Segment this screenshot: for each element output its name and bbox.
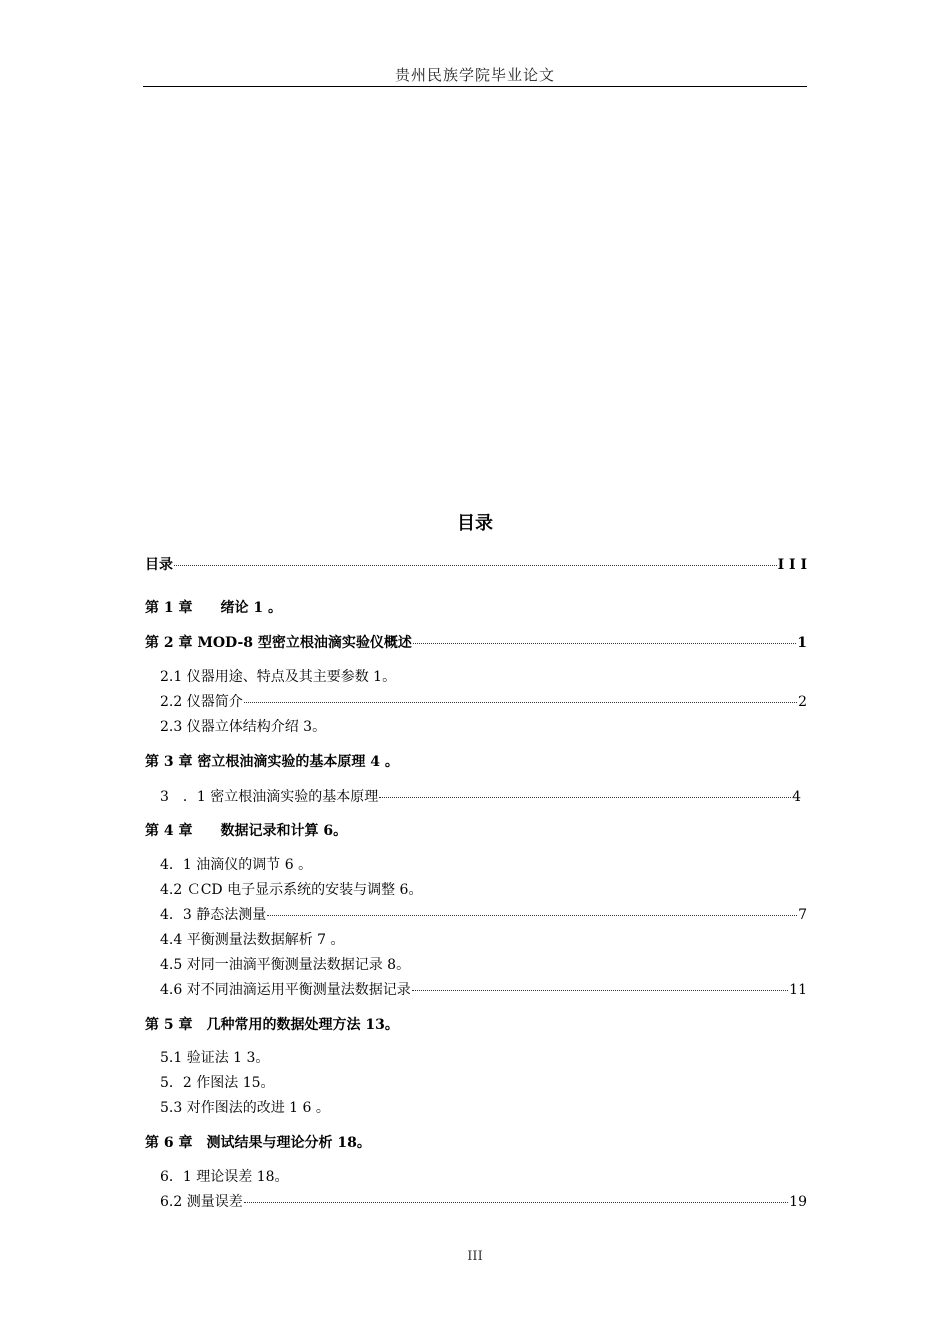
toc-entry[interactable] xyxy=(145,820,807,840)
toc-dot-leader xyxy=(379,797,791,798)
toc-entry-title: 2.2 仪器简介 xyxy=(160,694,243,710)
toc-entry-title: 第 5 章 几种常用的数据处理方法 13。 xyxy=(145,1017,399,1033)
toc-entry-page: 1 xyxy=(797,635,807,651)
toc-dot-leader xyxy=(244,702,797,703)
toc-entry-title: 4.2 ＣCD 电子显示系统的安装与调整 6。 xyxy=(160,882,423,898)
toc-entry-title: 4．3 静态法测量 xyxy=(160,907,267,923)
toc-entry-title: 2.1 仪器用途、特点及其主要参数 1。 xyxy=(160,669,397,685)
toc-dot-leader xyxy=(174,565,777,566)
toc-entry[interactable] xyxy=(160,1191,807,1211)
toc-entry[interactable] xyxy=(160,666,807,686)
toc-entry[interactable] xyxy=(145,1014,807,1034)
toc-entry[interactable] xyxy=(160,786,801,806)
toc-entry[interactable] xyxy=(145,632,807,652)
toc-dot-leader xyxy=(413,643,796,644)
toc-entry[interactable] xyxy=(145,554,807,574)
toc-entry-title: 第 2 章 MOD-8 型密立根油滴实验仪概述 xyxy=(145,635,412,651)
toc-entry[interactable] xyxy=(160,854,807,874)
toc-dot-leader xyxy=(267,915,797,916)
toc-entry-page: 2 xyxy=(798,694,807,710)
toc-entry-title: 目录 xyxy=(145,557,173,573)
toc-entry-title: 第 4 章 数据记录和计算 6。 xyxy=(145,823,348,839)
toc-entry-page: I I I xyxy=(777,557,807,573)
toc-entry[interactable] xyxy=(160,1047,807,1067)
page-number: III xyxy=(467,1249,483,1264)
toc-entry[interactable] xyxy=(160,691,807,711)
toc-entry[interactable] xyxy=(160,1072,807,1092)
toc-entry[interactable] xyxy=(160,929,807,949)
toc-entry[interactable] xyxy=(160,716,807,736)
toc-entry[interactable] xyxy=(145,1132,807,1152)
toc-entry[interactable] xyxy=(160,879,807,899)
toc-entry-page: 11 xyxy=(789,982,807,998)
toc-entry[interactable] xyxy=(145,597,807,617)
toc-entry-page: 7 xyxy=(798,907,807,923)
toc-entry[interactable] xyxy=(160,1166,807,1186)
toc-entry-page: 19 xyxy=(789,1194,807,1210)
toc-entry-title: 4.4 平衡测量法数据解析 7 。 xyxy=(160,932,345,948)
toc-entry-title: 4.5 对同一油滴平衡测量法数据记录 8。 xyxy=(160,957,411,973)
toc-entry-page: 4 xyxy=(792,789,801,805)
toc-entry-title: 5.3 对作图法的改进 1 6 。 xyxy=(160,1100,330,1116)
header-rule xyxy=(143,86,807,87)
toc-entry[interactable] xyxy=(160,904,807,924)
toc-entry-title: 第 6 章 测试结果与理论分析 18。 xyxy=(145,1135,371,1151)
toc-entry[interactable] xyxy=(145,751,807,771)
toc-entry-title: 2.3 仪器立体结构介绍 3。 xyxy=(160,719,327,735)
toc-entry-title: 3 ．1 密立根油滴实验的基本原理 xyxy=(160,789,379,805)
toc-entry-title: 4．1 油滴仪的调节 6 。 xyxy=(160,857,313,873)
running-header: 贵州民族学院毕业论文 xyxy=(394,66,555,84)
toc-heading: 目录 xyxy=(457,513,493,534)
toc-entry-title: 6．1 理论误差 18。 xyxy=(160,1169,289,1185)
toc-entry[interactable] xyxy=(160,954,807,974)
toc-entry-title: 6.2 测量误差 xyxy=(160,1194,243,1210)
toc-dot-leader xyxy=(412,990,788,991)
toc-entry-title: 5.1 验证法 1 3。 xyxy=(160,1050,270,1066)
toc-entry-title: 第 1 章 绪论 1 。 xyxy=(145,600,282,616)
toc-entry[interactable] xyxy=(160,1097,807,1117)
toc-entry-title: 5．2 作图法 15。 xyxy=(160,1075,275,1091)
toc-entry-title: 第 3 章 密立根油滴实验的基本原理 4 。 xyxy=(145,754,399,770)
toc-dot-leader xyxy=(244,1202,788,1203)
toc-entry-title: 4.6 对不同油滴运用平衡测量法数据记录 xyxy=(160,982,411,998)
toc-entry[interactable] xyxy=(160,979,807,999)
